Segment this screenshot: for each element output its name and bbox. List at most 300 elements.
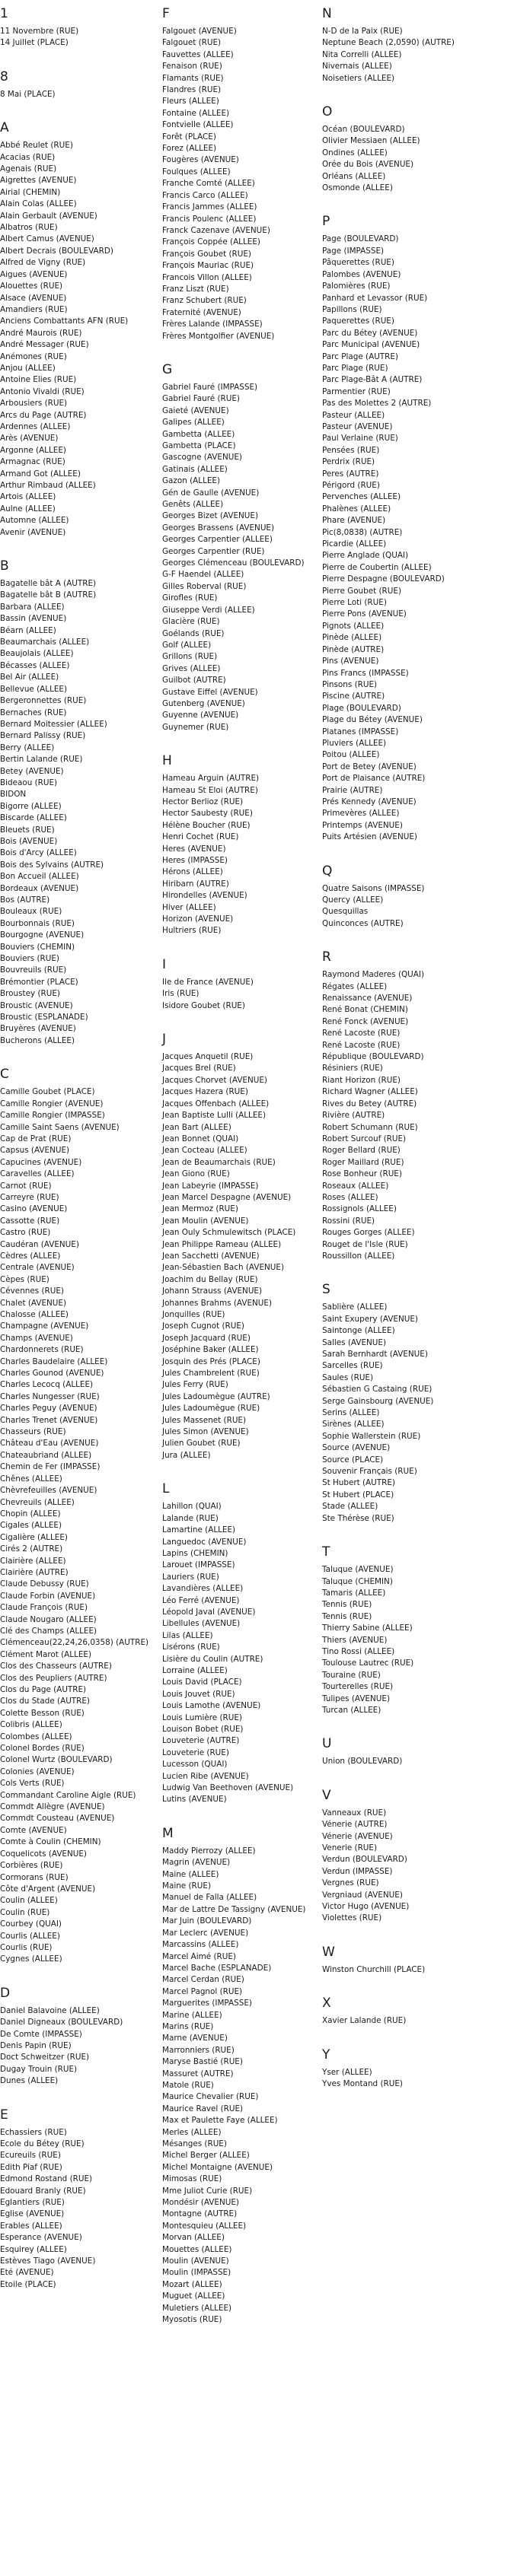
street-name: Pasteur (ALLEE): [322, 410, 385, 420]
street-name: Vénerie (AUTRE): [322, 1820, 388, 1830]
street-name: Orléans (ALLEE): [322, 171, 386, 181]
street-name: Henri Cochet (RUE): [162, 832, 239, 842]
street-name: Casino (AVENUE): [0, 1204, 68, 1214]
street-name: Clément Marot (ALLEE): [0, 1649, 92, 1659]
street-name: Joseph Cugnot (RUE): [162, 1321, 244, 1331]
street-name: Louis Lamothe (AVENUE): [162, 1701, 261, 1711]
street-name: Colombes (ALLEE): [0, 1732, 72, 1741]
street-name: Jean-Sébastien Bach (AVENUE): [162, 1263, 285, 1273]
street-name: Lucien Ribe (AVENUE): [162, 1771, 249, 1781]
letter-section: [0, 69, 161, 100]
street-name: Goélands (RUE): [162, 628, 225, 638]
street-name: Olivier Messiaen (ALLEE): [322, 136, 420, 146]
street-name: Cirés 2 (AUTRE): [0, 1544, 63, 1554]
street-name: Fraternité (AVENUE): [162, 307, 241, 317]
street-name: Anémones (RUE): [0, 351, 67, 361]
street-name: Violettes (RUE): [322, 1913, 382, 1923]
street-name: Mme Juliot Curie (RUE): [162, 2186, 253, 2196]
street-name: Bertin Lalande (RUE): [0, 755, 83, 765]
street-name: Puits Artésien (AVENUE): [322, 832, 417, 842]
street-name: Sébastien G Castaing (RUE): [322, 1385, 433, 1395]
street-name: Bigorre (ALLEE): [0, 801, 62, 811]
street-name: Barbara (ALLEE): [0, 602, 65, 612]
street-name: Marcel Pagnol (RUE): [162, 1986, 243, 1996]
street-name: Parc du Bétey (AVENUE): [322, 328, 418, 338]
street-name: Antonio Vivaldi (RUE): [0, 386, 85, 396]
street-name: Giuseppe Verdi (ALLEE): [162, 605, 255, 615]
street-name: Fontaine (ALLEE): [162, 108, 230, 118]
street-name: Colonies (AVENUE): [0, 1767, 75, 1776]
street-name: Quinconces (AUTRE): [322, 918, 404, 928]
street-name: Max et Paulette Faye (ALLEE): [162, 2116, 278, 2126]
street-name: G-F Haendel (ALLEE): [162, 570, 244, 580]
street-name: Libellules (AVENUE): [162, 1619, 241, 1629]
street-name: Page (IMPASSE): [322, 246, 385, 256]
street-name: Quesquillas: [322, 907, 369, 917]
street-name: Franck Cazenave (AVENUE): [162, 225, 270, 235]
street-name: Frères Montgolfier (AVENUE): [162, 331, 275, 341]
street-name: Franz Liszt (RUE): [162, 284, 229, 294]
street-name: Daniel Balavoine (ALLEE): [0, 2005, 100, 2015]
street-name: Raymond Maderes (QUAI): [322, 970, 425, 980]
street-name: Chalosse (ALLEE): [0, 1310, 69, 1319]
street-name: Renaissance (AVENUE): [322, 994, 413, 1003]
street-name: Tennis (RUE): [322, 1600, 372, 1610]
street-name: Carnot (RUE): [0, 1181, 52, 1191]
street-name: Louveterie (AUTRE): [162, 1736, 240, 1746]
street-name: Coulin (ALLEE): [0, 1896, 58, 1906]
street-name: Source (PLACE): [322, 1455, 384, 1465]
street-name: Maine (ALLEE): [162, 1869, 219, 1879]
street-name: Phalènes (ALLEE): [322, 504, 391, 514]
street-name: Broustic (ESPLANADE): [0, 1013, 88, 1022]
street-name: Union (BOULEVARD): [322, 1757, 403, 1767]
section-letter-heading: J: [162, 1032, 167, 1048]
street-name: Louis David (PLACE): [162, 1678, 242, 1687]
street-name: Claude Nougaro (ALLEE): [0, 1614, 97, 1624]
street-name: Mondésir (AVENUE): [162, 2198, 239, 2208]
street-name: Bos (AUTRE): [0, 895, 50, 905]
street-name: Gambetta (ALLEE): [162, 429, 235, 439]
street-name: Victor Hugo (AVENUE): [322, 1902, 410, 1912]
street-name: Arcs du Page (AUTRE): [0, 410, 87, 420]
street-name: Jules Ladoumègue (AUTRE): [162, 1391, 270, 1401]
street-name: Jean Marcel Despagne (AVENUE): [162, 1192, 292, 1202]
street-name: Ondines (ALLEE): [322, 148, 388, 157]
street-name: Erables (ALLEE): [0, 2221, 62, 2231]
letter-section: [162, 1826, 324, 2326]
street-name: Bassin (AVENUE): [0, 614, 67, 624]
street-name: Marcel Cerdan (RUE): [162, 1975, 244, 1985]
street-name: Vanneaux (RUE): [322, 1808, 387, 1818]
street-name: Courbey (QUAI): [0, 1919, 62, 1929]
street-name: Georges Bizet (AVENUE): [162, 511, 259, 521]
street-name: Nivernais (ALLEE): [322, 62, 392, 72]
street-name: Camille Rongier (AVENUE): [0, 1099, 104, 1108]
street-name: Pierre de Coubertin (ALLEE): [322, 562, 432, 572]
street-name: René Lacoste (RUE): [322, 1029, 401, 1038]
street-name: Toulouse Lautrec (RUE): [322, 1658, 414, 1668]
street-name: Michel Berger (ALLEE): [162, 2151, 250, 2161]
street-name: Moulin (IMPASSE): [162, 2268, 231, 2278]
street-name: Chevreuils (ALLEE): [0, 1497, 75, 1507]
street-name: André Messager (RUE): [0, 340, 89, 350]
street-name: Bagatelle bât A (AUTRE): [0, 579, 97, 589]
street-name: Fleurs (ALLEE): [162, 97, 219, 107]
street-name: Venerie (RUE): [322, 1843, 378, 1852]
street-name: Sablière (ALLEE): [322, 1302, 388, 1312]
street-name: Pensées (RUE): [322, 445, 380, 455]
street-name: Bordeaux (AVENUE): [0, 883, 79, 893]
street-name: Alain Colas (ALLEE): [0, 199, 77, 209]
street-name: Tino Rossi (ALLEE): [322, 1646, 395, 1656]
street-name: Pasteur (AVENUE): [322, 421, 393, 431]
street-name: Clos du Page (AUTRE): [0, 1685, 87, 1694]
street-name: Richard Wagner (ALLEE): [322, 1087, 418, 1097]
street-name: Gutenberg (AVENUE): [162, 698, 245, 708]
street-name: Pluviers (ALLEE): [322, 738, 387, 748]
street-name: Georges Carpentier (ALLEE): [162, 535, 273, 545]
street-name: Bon Accueil (ALLEE): [0, 872, 79, 882]
street-name: Pierre Pons (AVENUE): [322, 609, 407, 619]
street-name: Rossini (RUE): [322, 1216, 375, 1226]
street-name: Sirènes (ALLEE): [322, 1420, 385, 1430]
street-name: Johannes Brahms (AVENUE): [162, 1298, 273, 1308]
street-name: République (BOULEVARD): [322, 1052, 424, 1062]
street-name: Bel Air (ALLEE): [0, 673, 59, 682]
street-name: Clémenceau(22,24,26,0358) (AUTRE): [0, 1638, 149, 1648]
street-name: René Bonat (CHEMIN): [322, 1005, 408, 1015]
street-name: Jacques Offenbach (ALLEE): [162, 1099, 270, 1108]
street-name: Guyenne (AVENUE): [162, 711, 239, 720]
street-name: Touraine (RUE): [322, 1670, 381, 1680]
street-name: Verdun (BOULEVARD): [322, 1855, 407, 1865]
section-letter-heading: L: [162, 1481, 170, 1497]
street-name: Aigrettes (AVENUE): [0, 176, 77, 186]
street-name: Francis Carco (ALLEE): [162, 190, 248, 200]
street-name: Josquin des Prés (PLACE): [162, 1356, 260, 1366]
street-name: St Hubert (PLACE): [322, 1490, 394, 1499]
street-name: Vénerie (AVENUE): [322, 1831, 393, 1841]
street-name: Côte d'Argent (AVENUE): [0, 1884, 96, 1894]
street-name: Jacques Anquetil (RUE): [162, 1052, 254, 1062]
street-name: Louis Jouvet (RUE): [162, 1689, 235, 1699]
street-name: Rouges Gorges (ALLEE): [322, 1228, 415, 1238]
street-name: Colonel Bordes (RUE): [0, 1744, 85, 1754]
street-name: Palombes (AVENUE): [322, 269, 401, 279]
street-name: Coulin (RUE): [0, 1907, 50, 1917]
street-name: Pervenches (ALLEE): [322, 492, 401, 502]
street-name: Roger Maillard (RUE): [322, 1157, 404, 1167]
street-name: Léo Ferré (AVENUE): [162, 1595, 240, 1605]
street-name: Maryse Bastié (RUE): [162, 2057, 243, 2067]
column-2: [162, 0, 324, 2326]
street-name: Lisière du Coulin (AUTRE): [162, 1654, 263, 1664]
street-name: Hiver (ALLEE): [162, 902, 216, 912]
street-name: Caravelles (ALLEE): [0, 1169, 75, 1179]
street-name: Hiribarn (AUTRE): [162, 879, 229, 889]
street-name: Forêt (PLACE): [162, 132, 216, 142]
street-name: Etoile (PLACE): [0, 2279, 56, 2289]
street-name: Parc Plage-Bât A (AUTRE): [322, 375, 423, 385]
street-name: Hirondelles (AVENUE): [162, 891, 247, 901]
street-name: Vergniaud (AVENUE): [322, 1890, 403, 1900]
street-name: Automne (ALLEE): [0, 516, 69, 526]
section-letter-heading: I: [162, 956, 167, 972]
section-letter-heading: S: [322, 1282, 330, 1298]
street-name: Jules Massenet (RUE): [162, 1415, 247, 1425]
letter-section: [322, 1996, 514, 2027]
street-name: Chèvrefeuilles (AVENUE): [0, 1486, 97, 1496]
street-name: Périgord (RUE): [322, 481, 380, 490]
street-name: Mouettes (ALLEE): [162, 2244, 232, 2254]
street-name: Albert Decrais (BOULEVARD): [0, 246, 113, 256]
street-name: Jura (ALLEE): [162, 1450, 211, 1460]
street-name: Lilas (ALLEE): [162, 1630, 213, 1640]
street-name: Jean Baptiste Lulli (ALLEE): [162, 1111, 267, 1121]
street-name: Jean Cocteau (ALLEE): [162, 1146, 247, 1156]
street-name: Souvenir Français (RUE): [322, 1467, 417, 1477]
street-name: Pic(8,0838) (AUTRE): [322, 527, 403, 537]
street-name: Guilbot (AUTRE): [162, 676, 226, 685]
street-name: Edmond Rostand (RUE): [0, 2174, 93, 2184]
street-name: Horizon (AVENUE): [162, 914, 234, 924]
street-name: Rives du Betey (AUTRE): [322, 1099, 417, 1108]
street-name: Bouviers (CHEMIN): [0, 942, 75, 952]
street-name: 14 Juillet (PLACE): [0, 38, 69, 48]
street-name: Abbé Reulet (RUE): [0, 141, 73, 151]
street-name: Dunes (ALLEE): [0, 2076, 59, 2086]
street-name: Marcel Bache (ESPLANADE): [162, 1963, 272, 1973]
street-name: Clos du Stade (AUTRE): [0, 1697, 90, 1706]
street-name: Roussillon (ALLEE): [322, 1251, 395, 1261]
section-letter-heading: U: [322, 1736, 332, 1752]
street-name: Bourbonnais (RUE): [0, 918, 75, 928]
street-name: Champs (AVENUE): [0, 1333, 73, 1343]
section-letter-heading: T: [322, 1544, 330, 1560]
street-name: Rossignols (ALLEE): [322, 1204, 397, 1214]
section-letter-heading: Q: [322, 863, 333, 879]
street-name: Nita Correlli (ALLEE): [322, 49, 402, 59]
street-name: Argonne (ALLEE): [0, 445, 66, 455]
street-name: Océan (BOULEVARD): [322, 125, 405, 135]
street-name: Alsace (AVENUE): [0, 293, 67, 303]
street-name: Roseaux (ALLEE): [322, 1181, 389, 1191]
street-name: Julien Goubet (RUE): [162, 1439, 241, 1449]
street-name: Armagnac (RUE): [0, 457, 65, 467]
street-name: Girofles (RUE): [162, 593, 218, 603]
street-name: Bouvreuils (RUE): [0, 965, 67, 975]
street-name: Tulipes (AVENUE): [322, 1693, 390, 1703]
street-name: Larouet (IMPASSE): [162, 1560, 235, 1570]
street-name: Camille Saint Saens (AVENUE): [0, 1122, 120, 1132]
street-name: François Mauriac (RUE): [162, 261, 254, 271]
street-name: Esquirey (ALLEE): [0, 2244, 67, 2254]
street-name: Jean Bonnet (QUAI): [162, 1134, 239, 1143]
street-name: Phare (AVENUE): [322, 516, 386, 526]
street-name: Massuret (AUTRE): [162, 2069, 234, 2078]
street-name: Hameau Arguin (AUTRE): [162, 774, 260, 784]
street-name: Primevères (ALLEE): [322, 809, 400, 819]
street-name: Arès (AVENUE): [0, 434, 59, 444]
street-name: Capsus (AVENUE): [0, 1146, 70, 1156]
letter-section: [322, 863, 514, 930]
street-name: Franche Comté (ALLEE): [162, 179, 255, 189]
street-name: Chateaubriand (ALLEE): [0, 1450, 92, 1460]
street-name: Coquelicots (AVENUE): [0, 1849, 87, 1859]
street-name: Franz Schubert (RUE): [162, 296, 247, 306]
street-name: Jean Sacchetti (AVENUE): [162, 1251, 260, 1261]
street-name: Turcan (ALLEE): [322, 1705, 382, 1715]
street-name: Chalet (AVENUE): [0, 1298, 67, 1308]
street-name: Marine (ALLEE): [162, 2010, 222, 2020]
street-name: Parc Municipal (AVENUE): [322, 340, 420, 350]
letter-section: [322, 1544, 514, 1716]
street-name: Bois (AVENUE): [0, 836, 58, 846]
letter-section: [162, 753, 324, 937]
street-name: Source (AVENUE): [322, 1443, 391, 1453]
letter-section: [322, 1282, 514, 1525]
street-name: Prés Kennedy (AVENUE): [322, 797, 417, 806]
street-name: Charles Gounod (AVENUE): [0, 1369, 104, 1379]
street-name: Armand Got (ALLEE): [0, 469, 81, 479]
street-name: Echassiers (RUE): [0, 2127, 67, 2137]
street-name: Berry (ALLEE): [0, 743, 55, 752]
street-name: Doct Schweitzer (RUE): [0, 2053, 90, 2062]
street-name: Xavier Lalande (RUE): [322, 2016, 407, 2026]
street-name: Esperance (AVENUE): [0, 2233, 82, 2243]
letter-section: [322, 1945, 514, 1976]
street-name: Lucesson (QUAI): [162, 1760, 228, 1770]
street-name: Taluque (AVENUE): [322, 1565, 394, 1575]
street-name: Gambetta (PLACE): [162, 441, 236, 450]
street-name: Corbières (RUE): [0, 1861, 63, 1871]
street-name: Bois d'Arcy (ALLEE): [0, 848, 77, 858]
section-letter-heading: B: [0, 558, 9, 574]
street-name: Papillons (RUE): [322, 304, 382, 314]
street-name: Flamants (RUE): [162, 73, 224, 83]
street-name: Robert Schumann (RUE): [322, 1122, 418, 1132]
street-name: Eté (AVENUE): [0, 2268, 54, 2278]
street-name: Lahillon (QUAI): [162, 1502, 222, 1512]
column-1: [0, 0, 161, 2291]
street-name: Chopin (ALLEE): [0, 1509, 61, 1519]
street-name: Georges Brassens (AVENUE): [162, 523, 275, 533]
street-name: Bois des Sylvains (AUTRE): [0, 860, 104, 870]
street-name: Grives (ALLEE): [162, 663, 221, 673]
street-name: 8 Mai (PLACE): [0, 89, 56, 99]
street-name: Commdt Allègre (AVENUE): [0, 1802, 105, 1812]
street-name: Château d'Eau (AVENUE): [0, 1439, 99, 1449]
street-name: Edouard Branly (RUE): [0, 2186, 86, 2196]
street-name: Aulne (ALLEE): [0, 504, 56, 514]
street-name: Roses (ALLEE): [322, 1192, 378, 1202]
street-name: Foulques (ALLEE): [162, 167, 231, 177]
street-name: Brémontier (PLACE): [0, 977, 78, 987]
street-name: Bouviers (RUE): [0, 954, 59, 964]
street-name: Jean Philippe Rameau (ALLEE): [162, 1239, 282, 1249]
street-name: René Lacoste (RUE): [322, 1040, 401, 1050]
column-3: [322, 0, 514, 2090]
street-name: Castro (RUE): [0, 1228, 51, 1238]
street-name: Thiers (AVENUE): [322, 1635, 388, 1645]
street-name: Francois Villon (ALLEE): [162, 272, 252, 282]
street-name: Caudéran (AVENUE): [0, 1239, 79, 1249]
street-name: Albatros (RUE): [0, 223, 58, 233]
street-name: Genêts (ALLEE): [162, 500, 224, 510]
street-name: Gascogne (AVENUE): [162, 453, 242, 463]
street-name: Louis Lumière (RUE): [162, 1713, 242, 1722]
street-name: Michel Montaigne (AVENUE): [162, 2162, 273, 2172]
street-name: Jules Ladoumègue (RUE): [162, 1404, 260, 1414]
street-name: Saintonge (ALLEE): [322, 1326, 395, 1336]
street-name: Galipes (ALLEE): [162, 418, 225, 428]
street-name: Robert Surcouf (RUE): [322, 1134, 407, 1143]
street-name: Jules Ferry (RUE): [162, 1380, 228, 1390]
street-name: BIDON: [0, 790, 27, 800]
street-name: Morvan (ALLEE): [162, 2233, 225, 2243]
street-name: Quercy (ALLEE): [322, 895, 384, 905]
street-name: Ecureuils (RUE): [0, 2151, 61, 2161]
street-name: Hélène Boucher (RUE): [162, 820, 251, 830]
street-name: Cèdres (ALLEE): [0, 1251, 61, 1261]
letter-section: [322, 949, 514, 1262]
street-name: Anjou (ALLEE): [0, 363, 56, 373]
street-name: Cèpes (RUE): [0, 1274, 49, 1284]
street-name: Avenir (AVENUE): [0, 527, 66, 537]
street-name: Saules (RUE): [322, 1372, 374, 1382]
section-letter-heading: F: [162, 6, 170, 21]
street-name: Georges Clémenceau (BOULEVARD): [162, 558, 305, 568]
street-name: Acacias (RUE): [0, 152, 56, 162]
section-letter-heading: D: [0, 1985, 11, 2001]
street-name: Camille Goubet (PLACE): [0, 1087, 95, 1097]
street-name: Magrin (AVENUE): [162, 1858, 231, 1868]
street-name: Fauvettes (ALLEE): [162, 49, 234, 59]
street-name: Cassotte (RUE): [0, 1216, 60, 1226]
street-name: Falgouet (AVENUE): [162, 27, 237, 36]
street-name: Page (BOULEVARD): [322, 234, 399, 244]
street-name: Fenaison (RUE): [162, 62, 222, 72]
street-name: Edith Piaf (RUE): [0, 2162, 62, 2172]
street-name: Francis Poulenc (ALLEE): [162, 214, 257, 224]
street-name: Bellevue (ALLEE): [0, 684, 68, 694]
letter-section: [0, 1067, 161, 1965]
street-name: Bernard Moitessier (ALLEE): [0, 719, 107, 729]
letter-section: [162, 362, 324, 733]
street-name: Jean Mermoz (RUE): [162, 1204, 238, 1214]
street-name: Manuel de Falla (ALLEE): [162, 1893, 257, 1903]
street-name: Glacière (RUE): [162, 617, 220, 627]
street-name: Chemin de Fer (IMPASSE): [0, 1462, 101, 1472]
street-name: Port de Betey (AVENUE): [322, 762, 417, 771]
street-name: Clos des Peupliers (AUTRE): [0, 1673, 107, 1683]
street-name: Ecole du Bétey (RUE): [0, 2139, 85, 2148]
street-name: Régates (ALLEE): [322, 981, 388, 991]
street-name: Poitou (ALLEE): [322, 750, 380, 760]
street-name: Parc Plage (AUTRE): [322, 351, 398, 361]
street-name: Chasseurs (RUE): [0, 1427, 66, 1437]
street-name: Léopold Javal (AVENUE): [162, 1607, 256, 1617]
street-name: Port de Plaisance (AUTRE): [322, 774, 426, 784]
street-name: St Hubert (AUTRE): [322, 1478, 395, 1488]
street-name: Ludwig Van Beethoven (AVENUE): [162, 1783, 294, 1793]
street-name: Palomières (RUE): [322, 281, 391, 291]
street-name: Muletiers (ALLEE): [162, 2303, 232, 2313]
street-name: Agenais (RUE): [0, 164, 57, 174]
street-name: Marcassins (ALLEE): [162, 1940, 239, 1950]
street-name: Charles Nungesser (RUE): [0, 1391, 100, 1401]
